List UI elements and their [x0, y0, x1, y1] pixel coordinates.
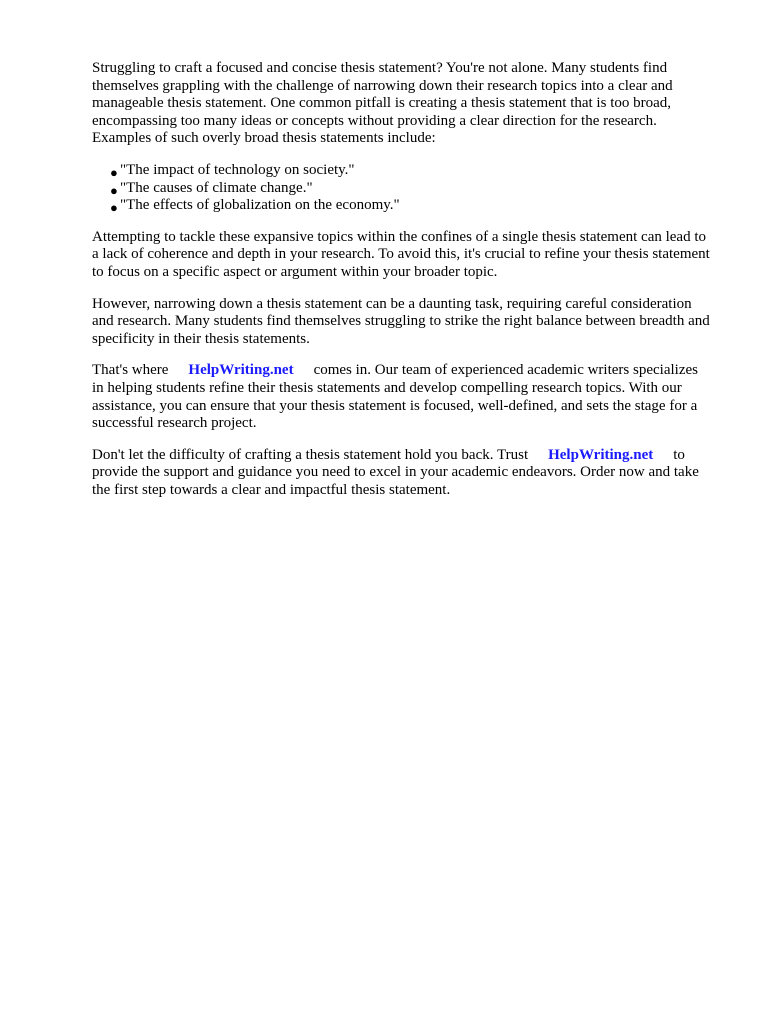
examples-list	[92, 162, 712, 215]
list-item	[110, 197, 712, 216]
list-item	[110, 161, 712, 180]
paragraph-4-rest: comes in. Our team of experienced academic writers specializes in helping students refine their thesis statements and develop compelling research topics. With our assistance, you can ensure that your thesis statement is focused, well-defined, and sets the stage for a successful research project.	[92, 362, 698, 432]
paragraph-4	[92, 362, 712, 432]
paragraph-5	[92, 447, 712, 500]
example-text: "The effects of globalization on the economy."	[120, 197, 400, 214]
example-text: "The impact of technology on society."	[120, 161, 355, 178]
bullet-icon: ●	[110, 200, 118, 216]
paragraph-5-rest: to provide the support and guidance you need to excel in your academic endeavors. Order now and take the first step towards a clear and impactful thesis statement.	[92, 446, 699, 498]
list-item	[110, 179, 712, 198]
helpwriting-link[interactable]: HelpWriting.net	[548, 446, 654, 463]
paragraph-2: Attempting to tackle these expansive topics within the confines of a single thesis statement can lead to a lack of coherence and depth in your research. To avoid this, it's crucial to refine your thesis statement to focus on a specific aspect or argument within your broader topic.	[92, 228, 710, 280]
intro-paragraph: Struggling to craft a focused and concise thesis statement? You're not alone. Many students find themselves grappling with the challenge of narrowing down their research topics into a clear and manageable thesis statement. One common pitfall is creating a thesis statement that is too broad, encompassing too many ideas or concepts without providing a clear direction for the research. Examples of such overly broad thesis statements include:	[92, 60, 673, 147]
helpwriting-link[interactable]: HelpWriting.net	[188, 362, 294, 379]
bullet-icon: ●	[110, 164, 118, 180]
bullet-icon: ●	[110, 182, 118, 198]
example-text: "The causes of climate change."	[120, 179, 313, 196]
paragraph-5-lead: Don't let the difficulty of crafting a thesis statement hold you back. Trust	[92, 446, 529, 463]
document-body	[92, 60, 712, 513]
paragraph-4-lead: That's where	[92, 362, 169, 379]
paragraph-3: However, narrowing down a thesis statement can be a daunting task, requiring careful consideration and research. Many students find themselves struggling to strike the right balance between breadth and specificity in their thesis statements.	[92, 295, 710, 347]
